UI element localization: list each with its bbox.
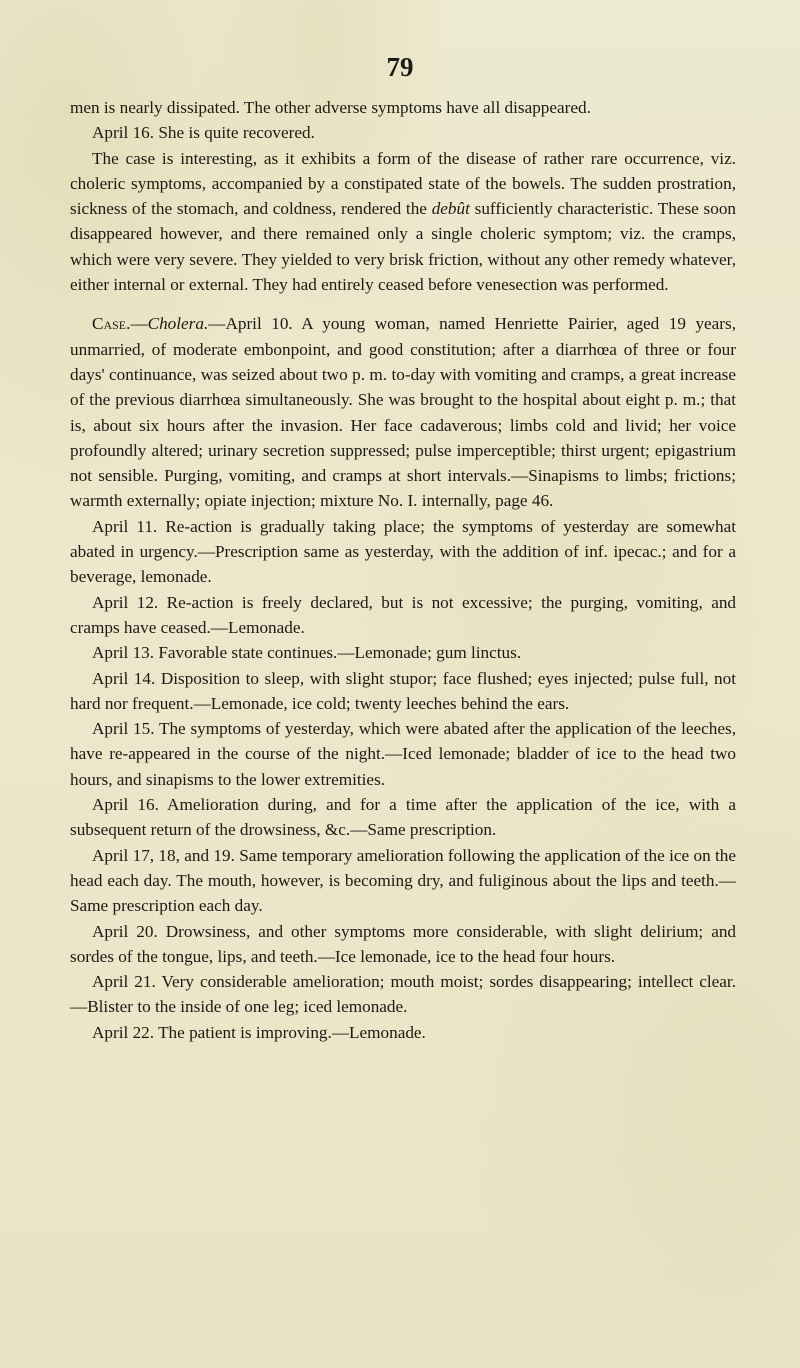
entry-date: April 11. [92, 516, 158, 536]
entry-date: April 13. [92, 643, 155, 663]
entry-text: Disposition to sleep, with slight stupor; face flushed; eyes injected; pulse full, not hard nor frequent.—Lemonade, ice cold; twenty leeches behind the ears. [70, 668, 737, 713]
entry-text: Re-action is gradually taking place; the symptoms of yesterday are somewhat abated in urgency.—Prescription same as yesterday, with the addition of inf. ipecac.; and for a beverage, lemonade. [70, 516, 737, 587]
entry-april-14 [70, 666, 736, 717]
entry-text: Same temporary amelioration following the application of the ice on the head each day. The mouth, however, is becoming dry, and fuliginous about the lips and teeth.—Same prescription each day. [70, 845, 737, 916]
entry-date: April 15. [92, 719, 155, 739]
entry-april-16 [70, 792, 736, 843]
entry-text: The patient is improving.—Lemonade. [158, 1022, 426, 1042]
entry-text: Favorable state continues.—Lemonade; gum linctus. [158, 643, 522, 663]
entry-text: The symptoms of yesterday, which were abated after the application of the leeches, have re-appeared in the course of the night.—Iced lemonade; bladder of ice to the head two hours, and sinapisms to the lower extremities. [70, 719, 736, 789]
entry-april-15 [70, 716, 736, 792]
entry-date: April 10. [225, 314, 293, 334]
entry-text: Amelioration during, and for a time after the application of the ice, with a subsequent return of the drowsiness, &c.—Same prescription. [70, 795, 736, 840]
entry-date: April 20. [92, 921, 158, 941]
entry-date: April 12. [92, 592, 159, 612]
case-heading-paragraph [70, 311, 736, 513]
entry-april-16-recovered [70, 120, 736, 145]
entry-april-22 [70, 1020, 736, 1045]
entry-date: April 22. [92, 1022, 155, 1042]
case-title: Cholera. [147, 314, 209, 334]
entry-april-21 [70, 969, 736, 1020]
entry-april-17-19 [70, 843, 736, 919]
paragraph-commentary [70, 146, 736, 298]
dash: — [208, 314, 226, 334]
dash: — [130, 314, 148, 334]
case-text: A young woman, named Henriette Pairier, aged 19 years, unmarried, of moderate embonpoint, and good constitution; after a diarrhœa of three or four days' continuance, was seized about two p. m. to-day with vomiting and cramps, a great increase of the previous diarrhœa simultaneously. She was brought to the hospital about eight p. m.; that is, about six hours after the invasion. Her face cadaverous; limbs cold and livid; her voice profoundly altered; urinary secretion suppressed; pulse imperceptible; thirst urgent; epigastrium not sensible. Purging, vomiting, and cramps at short intervals.—Sinapisms to limbs; frictions; warmth externally; opiate injection; mixture No. I. internally, page 46. [70, 314, 737, 511]
entry-text: Drowsiness, and other symptoms more considerable, with slight delirium; and sordes of the tongue, lips, and teeth.—Ice lemonade, ice to the head four hours. [70, 921, 737, 966]
entry-date: April 16. [92, 795, 159, 815]
entry-april-12 [70, 590, 736, 641]
entry-text: Very considerable amelioration; mouth moist; sordes disappearing; intellect clear.—Blister to the inside of one leg; iced lemonade. [70, 972, 736, 1017]
page-number: 79 [386, 52, 414, 82]
entry-date: April 21. [92, 972, 156, 992]
entry-date: April 17, 18, and 19. [92, 845, 235, 865]
entry-april-20 [70, 919, 736, 970]
body-text [70, 95, 736, 1045]
paragraph-continuation: men is nearly dissipated. The other adverse symptoms have all disappeared. [70, 98, 591, 117]
entry-date: April 16. [92, 123, 155, 143]
entry-text: She is quite recovered. [158, 123, 315, 143]
commentary-text-start: The case is interesting, as it exhibits a form of the disease of rather rare occurrence, viz. choleric symptoms, accompanied by a constipated state of the bowels. The sudden prostration, sickness of the stomach, and coldness, rendered the [70, 148, 736, 219]
commentary-text-end: sufficiently characteristic. These soon disappeared however, and there remained only a single choleric symptom; viz. the cramps, which were very severe. They yielded to very brisk friction, without any other remedy whatever, either internal or external. They had entirely ceased before venesection was performed. [70, 199, 737, 295]
entry-date: April 14. [92, 668, 156, 688]
entry-text: Re-action is freely declared, but is not excessive; the purging, vomiting, and cramps have ceased.—Lemonade. [70, 592, 737, 637]
entry-april-13 [70, 640, 736, 665]
case-label: Case. [92, 314, 131, 334]
entry-april-11 [70, 514, 736, 590]
italic-term: debût [431, 199, 470, 219]
